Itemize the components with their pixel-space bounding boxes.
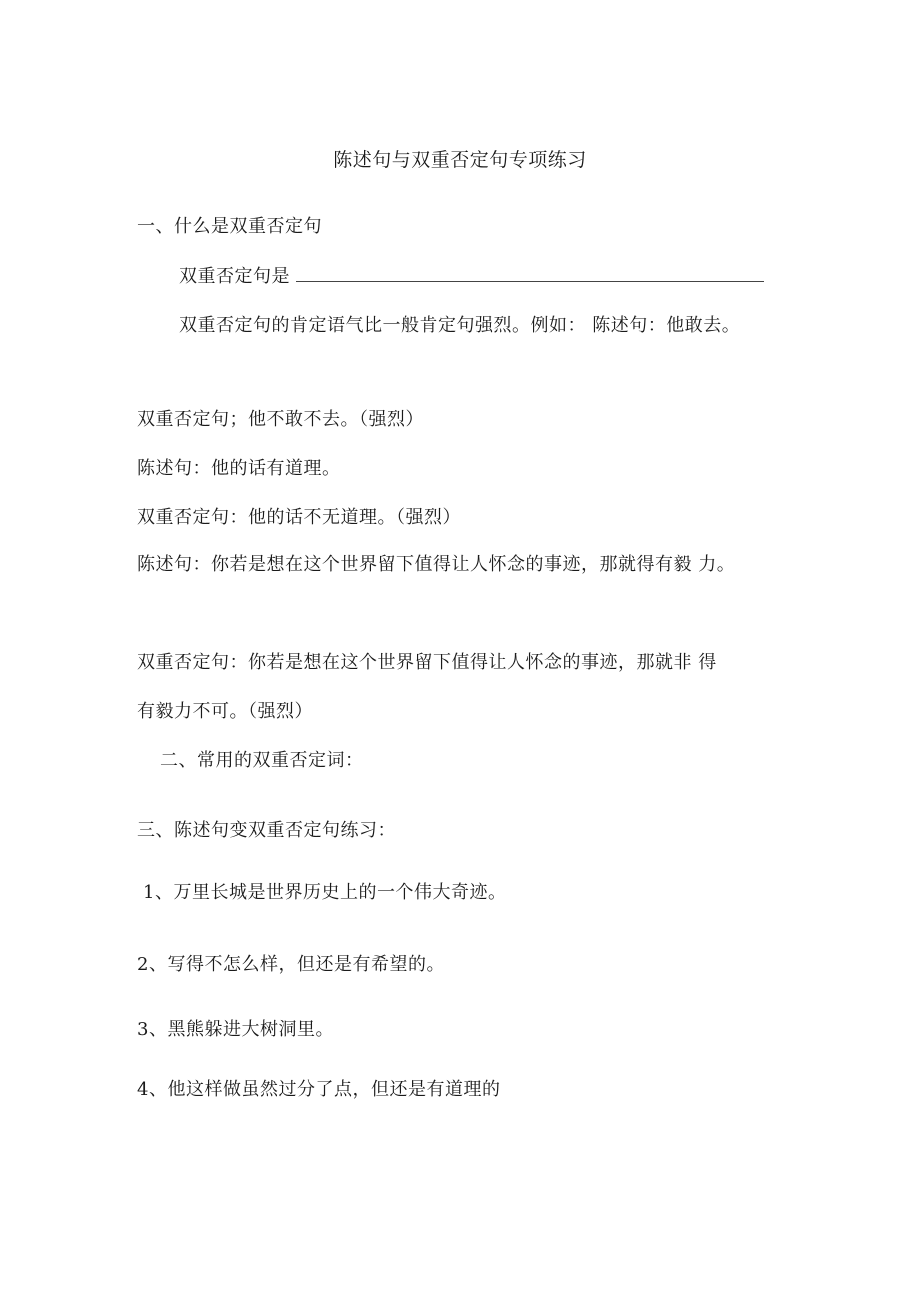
exercise-item-2: 2、写得不怎么样，但还是有希望的。 — [137, 954, 445, 975]
exercise-item-3: 3、黑熊躲进大树洞里。 — [137, 1019, 334, 1040]
exercise-item-1: 1、万里长城是世界历史上的一个伟大奇迹。 — [143, 882, 507, 903]
definition-blank — [296, 265, 764, 282]
example-3-statement: 陈述句：你若是想在这个世界留下值得让人怀念的事迹，那就得有毅 力。 — [137, 554, 736, 575]
example-2-statement: 陈述句：他的话有道理。 — [137, 458, 341, 479]
explanation-line: 双重否定句的肯定语气比一般肯定句强烈。例如： 陈述句：他敢去。 — [179, 315, 741, 336]
definition-line — [179, 265, 764, 289]
example-3-double-negative-line-2: 有毅力不可。（强烈） — [137, 701, 313, 722]
section-2-heading: 二、常用的双重否定词： — [160, 750, 364, 771]
example-2-double-negative: 双重否定句：他的话不无道理。（强烈） — [137, 507, 461, 528]
example-1-double-negative: 双重否定句；他不敢不去。（强烈） — [137, 409, 424, 430]
section-3-heading: 三、陈述句变双重否定句练习： — [137, 820, 396, 841]
example-3-double-negative-line-1: 双重否定句：你若是想在这个世界留下值得让人怀念的事迹，那就非 得 — [137, 652, 717, 673]
section-1-heading: 一、什么是双重否定句 — [137, 216, 322, 237]
exercise-item-4: 4、他这样做虽然过分了点，但还是有道理的 — [137, 1079, 501, 1100]
definition-prompt: 双重否定句是 — [179, 266, 290, 287]
page-title: 陈述句与双重否定句专项练习 — [333, 149, 587, 171]
